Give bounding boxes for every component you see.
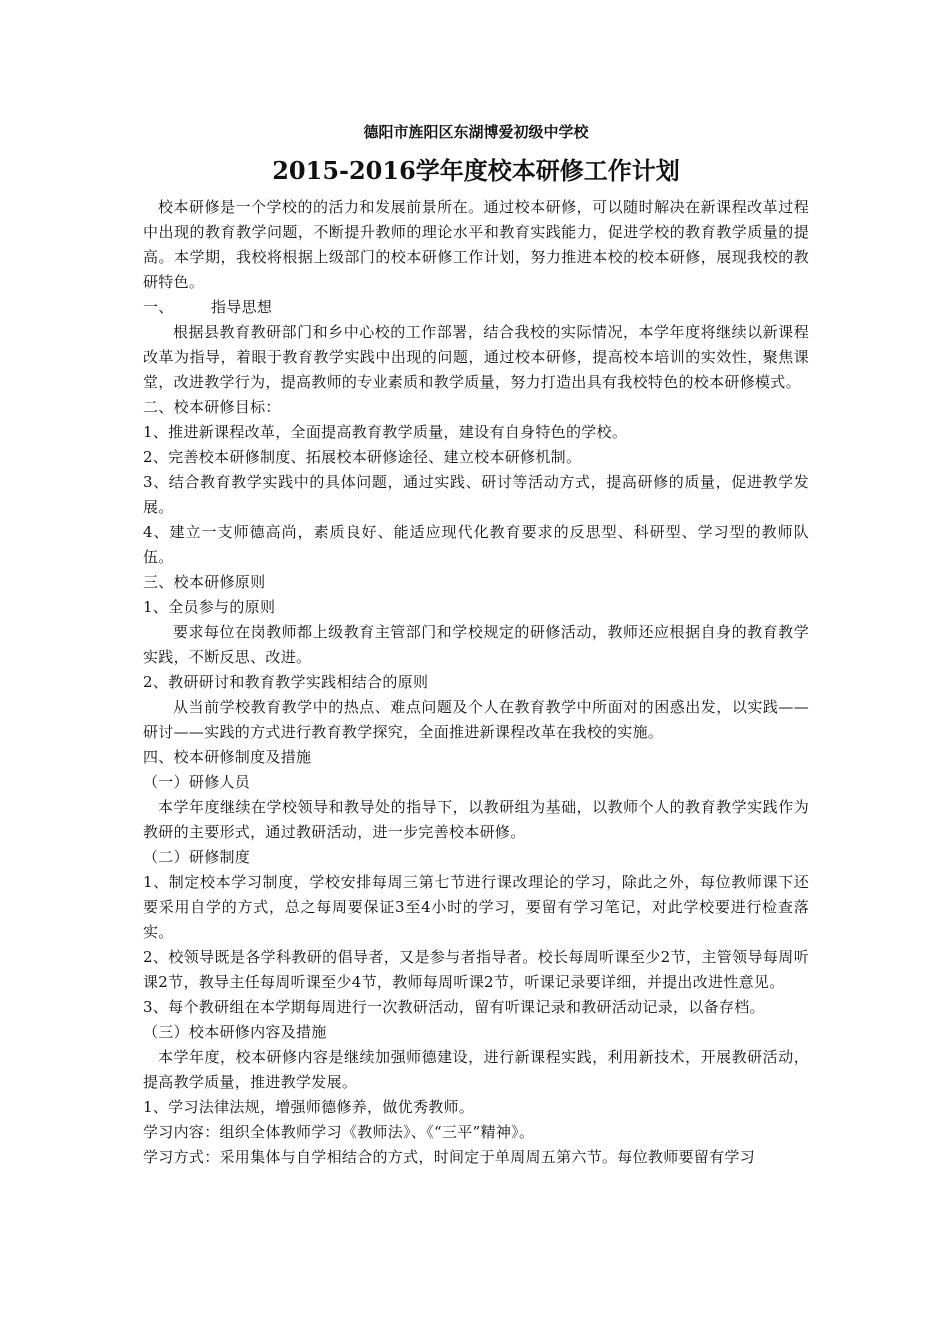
paragraph: 要求每位在岗教师都上级教育主管部门和学校规定的研修活动，教师还应根据自身的教育教学实践，不断反思、改进。 xyxy=(143,623,809,666)
paragraph: 本学年度，校本研修内容是继续加强师德建设，进行新课程实践，利用新技术，开展教研活动，提高教学质量，推进教学发展。 xyxy=(143,1048,809,1091)
paragraph: 学习内容：组织全体教师学习《教师法》、《“三平”精神》。 xyxy=(143,1123,535,1141)
paragraph: 校本研修是一个学校的的活力和发展前景所在。通过校本研修，可以随时解决在新课程改革过程中出现的教育教学问题，不断提升教师的理论水平和教育实践能力，促进学校的教育教学质量的提高。本学期，我校将根据上级部门的校本研修工作计划，努力推进本校的校本研修，展现我校的教研特色。 xyxy=(143,198,809,291)
document-title: 2015-2016学年度校本研修工作计划 xyxy=(272,156,680,185)
paragraph: 1、全员参与的原则 xyxy=(143,598,276,616)
paragraph: 3、结合教育教学实践中的具体问题，通过实践、研讨等活动方式，提高研修的质量，促进教学发展。 xyxy=(143,473,809,516)
paragraph: 根据县教育教研部门和乡中心校的工作部署，结合我校的实际情况，本学年度将继续以新课程改革为指导，着眼于教育教学实践中出现的问题，通过校本研修，提高校本培训的实效性，聚焦课堂，改进教学行为，提高教师的专业素质和教学质量，努力打造出具有我校特色的校本研修模式。 xyxy=(143,323,809,391)
paragraph: 本学年度继续在学校领导和教导处的指导下，以教研组为基础，以教师个人的教育教学实践作为教研的主要形式，通过教研活动，进一步完善校本研修。 xyxy=(143,798,809,841)
paragraph: 三、校本研修原则 xyxy=(143,573,266,591)
paragraph-list xyxy=(143,195,809,1170)
paragraph: （二）研修制度 xyxy=(143,848,251,866)
section-heading: 指导思想 xyxy=(211,298,273,316)
paragraph: 二、校本研修目标： xyxy=(143,398,281,416)
paragraph: 1、学习法律法规，增强师德修养，做优秀教师。 xyxy=(143,1098,475,1116)
document-body xyxy=(143,120,809,1170)
paragraph: 四、校本研修制度及措施 xyxy=(143,748,312,766)
paragraph: 2、校领导既是各学科教研的倡导者，又是参与者指导者。校长每周听课至少2节，主管领导每周听课2节，教导主任每周听课至少4节，教师每周听课2节，听课记录要详细，并提出改进性意见。 xyxy=(143,948,809,991)
paragraph: 2、教研研讨和教育教学实践相结合的原则 xyxy=(143,673,429,691)
paragraph: （一）研修人员 xyxy=(143,773,251,791)
paragraph: 4、建立一支师德高尚，素质良好、能适应现代化教育要求的反思型、科研型、学习型的教师队伍。 xyxy=(143,523,809,566)
paragraph: （三）校本研修内容及措施 xyxy=(143,1023,327,1041)
paragraph: 1、制定校本学习制度，学校安排每周三第七节进行课改理论的学习，除此之外，每位教师课下还要采用自学的方式，总之每周要保证3至4小时的学习，要留有学习笔记，对此学校要进行检查落实。 xyxy=(143,873,809,941)
school-name: 德阳市旌阳区东湖博爱初级中学校 xyxy=(363,123,589,141)
paragraph: 从当前学校教育教学中的热点、难点问题及个人在教育教学中所面对的困惑出发，以实践——研讨——实践的方式进行教育教学探究，全面推进新课程改革在我校的实施。 xyxy=(143,698,809,741)
paragraph: 学习方式：采用集体与自学相结合的方式，时间定于单周周五第六节。每位教师要留有学习 xyxy=(143,1148,756,1166)
paragraph: 2、完善校本研修制度、拓展校本研修途径、建立校本研修机制。 xyxy=(143,448,582,466)
paragraph: 3、每个教研组在本学期每周进行一次教研活动，留有听课记录和教研活动记录，以备存档。 xyxy=(143,998,765,1016)
paragraph xyxy=(143,295,809,320)
paragraph: 1、推进新课程改革，全面提高教育教学质量，建设有自身特色的学校。 xyxy=(143,423,628,441)
section-number: 一、 xyxy=(143,298,174,316)
